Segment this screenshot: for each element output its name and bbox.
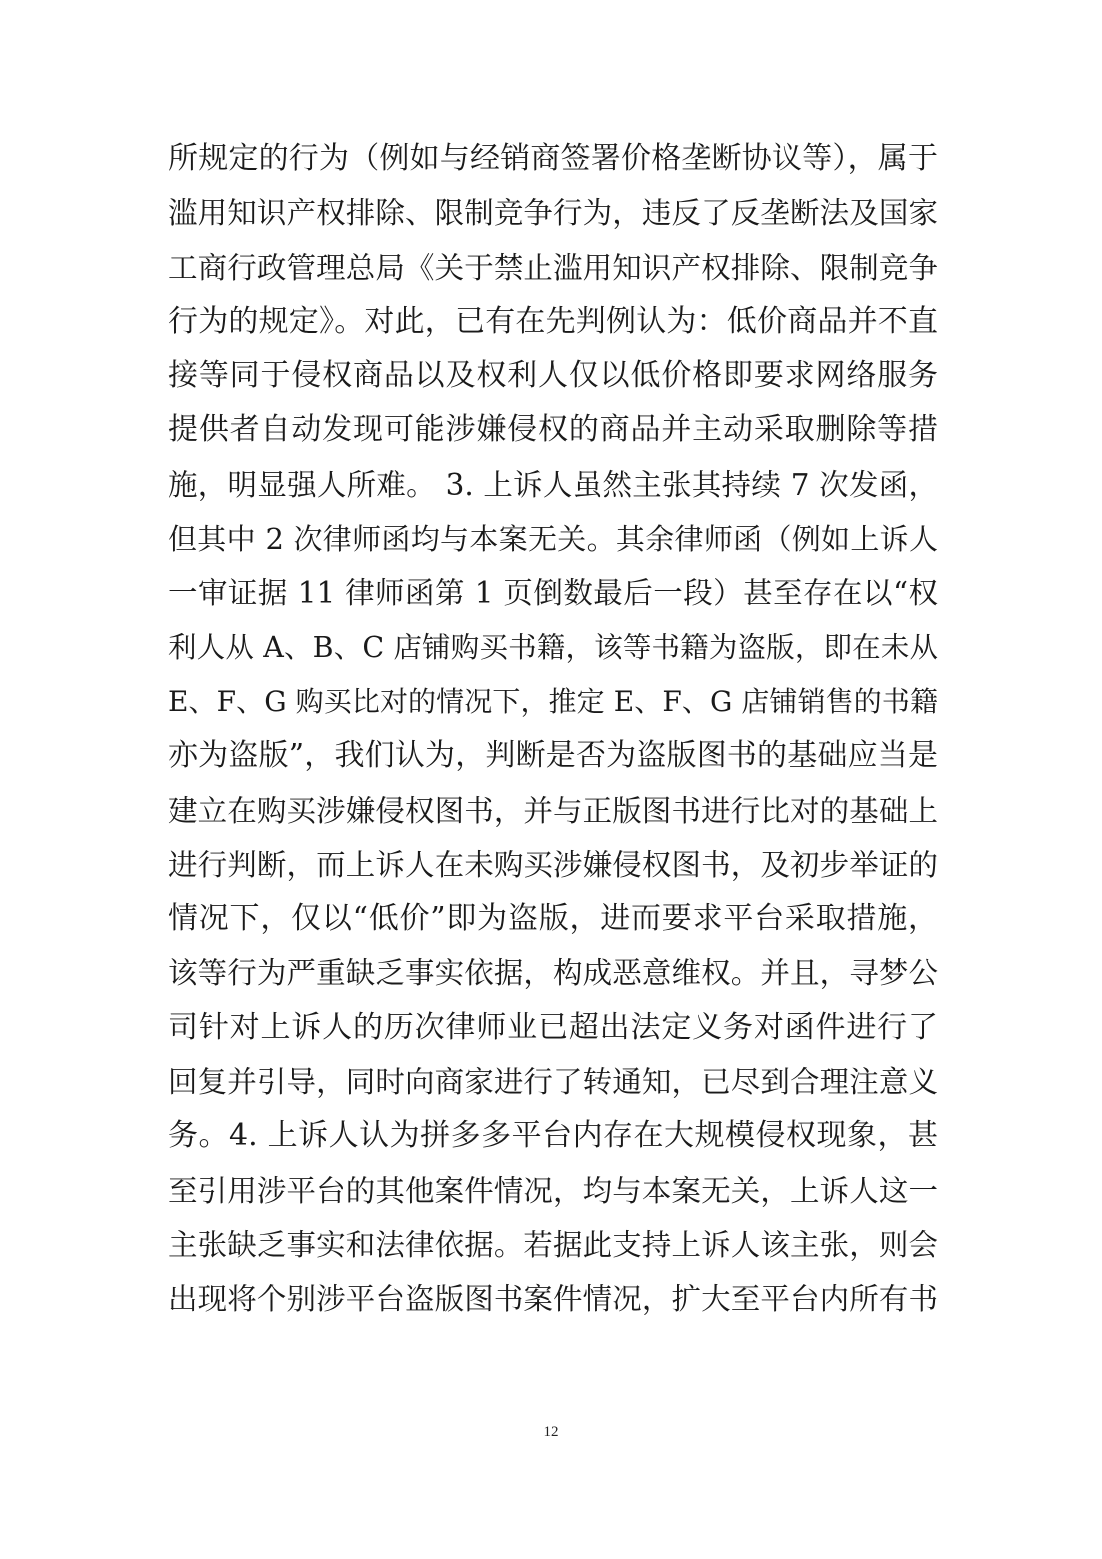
page-number: 12 (543, 1424, 559, 1440)
text-line-5: 接等同于侵权商品以及权利人仅以低价格即要求网络服务 (168, 358, 938, 394)
text-line-22: 出现将个别涉平台盗版图书案件情况，扩大至平台内所有书 (168, 1282, 938, 1317)
text-line-14: 进行判断，而上诉人在未购买涉嫌侵权图书，及初步举证的 (168, 847, 938, 882)
body-text (168, 132, 938, 1327)
text-line-10: 利人从 A、B、C 店铺购买书籍，该等书籍为盗版，即在未从 (168, 630, 938, 664)
text-line-1: 所规定的行为（例如与经销商签署价格垄断协议等），属于 (168, 141, 938, 176)
text-line-16: 该等行为严重缺乏事实依据，构成恶意维权。并且，寻梦公 (168, 956, 938, 991)
text-line-7: 施，明显强人所难。 3. 上诉人虽然主张其持续 7 次发函， (168, 467, 938, 502)
text-line-17: 司针对上诉人的历次律师业已超出法定义务对函件进行了 (168, 1009, 938, 1045)
text-line-19: 务。4. 上诉人认为拼多多平台内存在大规模侵权现象，甚 (168, 1118, 938, 1154)
text-line-15: 情况下，仅以“低价”即为盗版，进而要求平台采取措施， (168, 901, 938, 937)
text-line-3: 工商行政管理总局《关于禁止滥用知识产权排除、限制竞争 (168, 250, 938, 285)
text-line-9: 一审证据 11 律师函第 1 页倒数最后一段）甚至存在以“权 (168, 576, 938, 611)
text-line-4: 行为的规定》。对此，已有在先判例认为：低价商品并不直 (168, 303, 938, 339)
text-line-21: 主张缺乏事实和法律依据。若据此支持上诉人该主张，则会 (168, 1227, 938, 1262)
text-line-13: 建立在购买涉嫌侵权图书，并与正版图书进行比对的基础上 (168, 793, 938, 828)
text-line-20: 至引用涉平台的其他案件情况，均与本案无关，上诉人这一 (168, 1173, 938, 1208)
text-line-12: 亦为盗版”，我们认为，判断是否为盗版图书的基础应当是 (168, 738, 938, 774)
text-line-6: 提供者自动发现可能涉嫌侵权的商品并主动采取删除等措 (168, 412, 938, 448)
text-line-18: 回复并引导，同时向商家进行了转通知，已尽到合理注意义 (168, 1065, 938, 1100)
text-line-2: 滥用知识产权排除、限制竞争行为，违反了反垄断法及国家 (168, 196, 938, 231)
text-line-11: E、F、G 购买比对的情况下，推定 E、F、G 店铺销售的书籍 (168, 684, 938, 718)
text-line-8: 但其中 2 次律师函均与本案无关。其余律师函（例如上诉人 (168, 522, 938, 557)
